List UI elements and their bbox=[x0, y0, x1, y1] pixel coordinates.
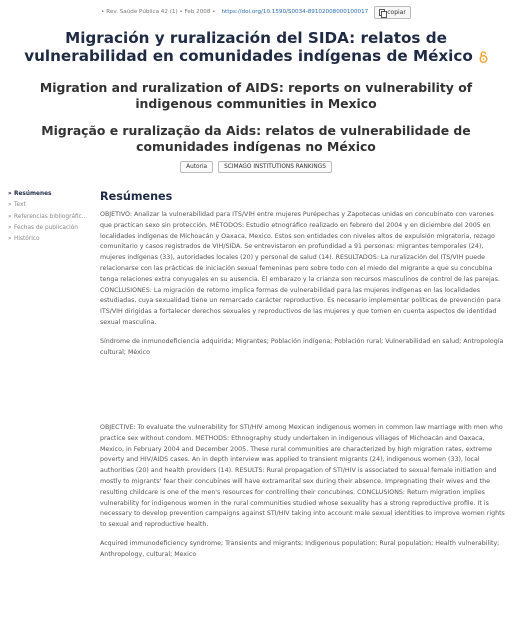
abstract-es-text: OBJETIVO: Analizar la vulnerabilidad para ITS/VIH entre mujeres Purépechas y Zapotecas unidas en concubinato con varones que practican sexo sin protección. MÉTODOS: Estudio etnográfico realizado en febrero del 2004 y en diciembre del 2005 en localidades indígenas de Michoacán y Oaxaca, Mexico. Estos son entidades con niveles altos de expulsión migratoria, rezago comunitario y casos registrados de VIH/SIDA. Se entrevistaron en profundidad a 91 personas: migrantes temporales (24), mujeres indígenas (33), autoridades locales (20) y personal de salud (14). RESULTADOS: La ruralización del ITS/VIH puede relacionarse con las prácticas de iniciación sexual femeninas pero sobre todo con el miedo del migrante a que su concubina tenga relaciones extra conyugales en su ausencia. El embarazo y la crianza son recursos masculinos de control de las parejas. CONCLUSIONES: La migración de retorno implica formas de vulnerabilidad para las mujeres indígenas en las localidades estudiadas, cuya sexualidad tiene un remarcado carácter reproductivo. Es necesario implementar políticas de prevención para ITS/VIH dirigidas a fortalecer derechos sexuales y reproductivos de las mujeres y que tomen en cuenta aspectos de identidad sexual masculina. bbox=[100, 211, 501, 326]
nav-marker: » bbox=[8, 213, 12, 220]
nav-marker: » bbox=[8, 202, 12, 209]
abstract-section-en bbox=[100, 423, 506, 561]
nav-item-label: Text bbox=[14, 202, 26, 209]
copy-button-label: copiar bbox=[387, 8, 406, 16]
nav-item-label: Fechas de publicación bbox=[14, 224, 78, 231]
nav-item-label: Histórico bbox=[14, 236, 40, 243]
article-title-en: Migration and ruralization of AIDS: reports on vulnerability of indigenous communities in Mexico bbox=[39, 80, 473, 111]
nav-item-resumenes[interactable] bbox=[8, 189, 92, 200]
abstract-section-es bbox=[100, 189, 506, 358]
scimago-rankings-button[interactable]: SCIMAGO INSTITUTIONS RANKINGS bbox=[218, 161, 332, 173]
copy-doi-button[interactable] bbox=[374, 6, 411, 19]
article-title-es bbox=[10, 29, 502, 65]
open-access-icon bbox=[479, 51, 488, 63]
nav-item-label: Referencias bibliográfic... bbox=[14, 213, 88, 220]
nav-marker: » bbox=[8, 191, 12, 197]
doi-link[interactable]: https://doi.org/10.1590/S0034-89102008000100017 bbox=[221, 9, 369, 15]
keywords-en: Acquired immunodeficiency syndrome; Transients and migrants; Indigenous population; Rural population; Health vulnerability; Anthropology, cultural; Mexico bbox=[100, 539, 500, 558]
nav-item-label: Resúmenes bbox=[14, 191, 52, 197]
nav-item-history[interactable] bbox=[8, 234, 92, 245]
section-nav bbox=[8, 189, 92, 245]
keywords-es: Síndrome de inmunodeficiencia adquirida; Migrantes; Población indígena; Población rural; Vulnerabilidad en salud; Antropología cultural; México bbox=[100, 337, 504, 356]
article-title-pt: Migração e ruralização da Aids: relatos de vulnerabilidade de comunidades indígenas no México bbox=[41, 123, 471, 154]
abstracts-heading: Resúmenes bbox=[100, 190, 173, 203]
journal-citation: • Rev. Saúde Pública 42 (1) • Feb 2008 • bbox=[101, 9, 216, 15]
nav-item-references[interactable] bbox=[8, 212, 92, 223]
citation-bar bbox=[0, 4, 512, 20]
abstract-en-text: OBJECTIVE: To evaluate the vulnerability for STI/HIV among Mexican indigenous women in common law marriage with men who practice sex without condom. METHODS: Ethnography study undertaken in indigenous villages of Michoacán and Oaxaca, Mexico, in February 2004 and December 2005. These rural communities are characterized by high migration rates, extreme poverty and HIV/AIDS cases. An in depth interview was applied to transient migrants (24), indigenous women (33), local authorities (20) and health providers (14). RESULTS: Rural propagation of STI/HIV is associated to sexual female initiation and mostly to migrants' fear their concubines will have extramarital sex during their absence. Impregnating their wives and the resulting childcare is one of the men's resources for controlling their concubines. CONCLUSIONS: Return migration implies vulnerability for indigenous women in the rural communities studied whose sexuality has a strong reproductive profile. It is necessary to develop prevention campaigns against STI/HIV taking into account male sexual identities to improve women rights to sexual and reproductive health. bbox=[100, 424, 505, 529]
article-tags bbox=[0, 161, 512, 173]
copy-icon bbox=[379, 9, 385, 16]
nav-item-text[interactable] bbox=[8, 200, 92, 211]
authorship-button[interactable]: Autoria bbox=[180, 161, 213, 173]
nav-marker: » bbox=[8, 236, 12, 243]
nav-item-publication-dates[interactable] bbox=[8, 223, 92, 234]
nav-marker: » bbox=[8, 224, 12, 231]
article-title-es-text: Migración y ruralización del SIDA: relatos de vulnerabilidad en comunidades indígenas de México bbox=[24, 29, 473, 65]
